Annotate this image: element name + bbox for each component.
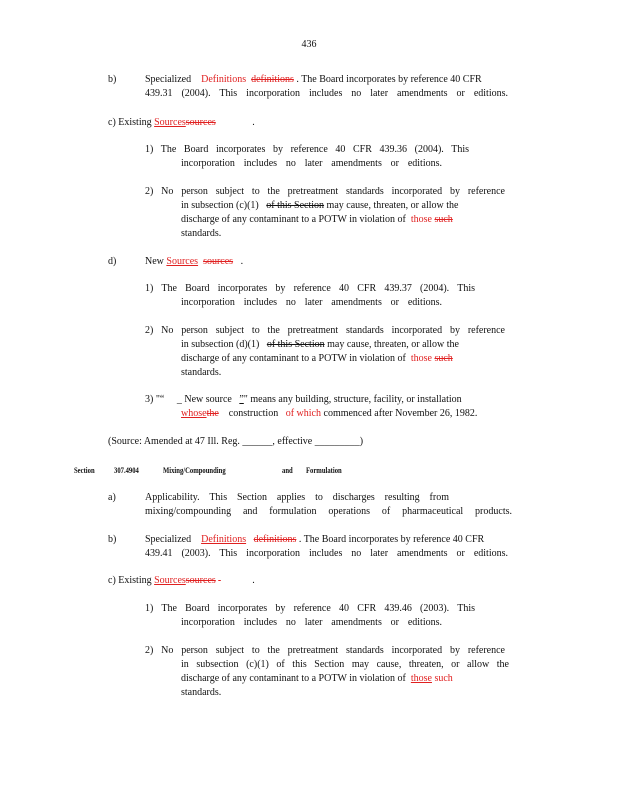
deleted-text: of this Section bbox=[266, 200, 325, 211]
d1-paragraph-line1: 1) The Board incorporates by reference 40 CFR 439.37 (2004). This bbox=[145, 283, 475, 294]
d2-paragraph-line1: 2) No person subject to the pretreatment standards incorporated by reference bbox=[145, 325, 505, 336]
deleted-text: sources bbox=[185, 575, 216, 586]
c2-2-paragraph-line2: in subsection (c)(1) of this Section may cause, threaten, or allow the bbox=[181, 659, 509, 670]
c2-paragraph-line2: in subsection (c)(1) of this Section may cause, threaten, or allow the bbox=[181, 200, 459, 211]
page-number: 436 bbox=[301, 39, 317, 50]
c2-2-paragraph-line4: standards. bbox=[181, 687, 222, 698]
c-existing-sources-heading: c) Existing Sourcessources . bbox=[108, 117, 255, 128]
section-number: 307.4904 bbox=[114, 465, 139, 475]
struck-text: such bbox=[434, 673, 453, 684]
inserted-text: of which bbox=[285, 408, 321, 419]
d2-paragraph-line2: in subsection (d)(1) of this Section may cause, threaten, or allow the bbox=[181, 339, 459, 350]
d1-paragraph-line2: incorporation includes no later amendments or editions. bbox=[181, 297, 442, 308]
d2-paragraph-line4: standards. bbox=[181, 367, 222, 378]
inserted-text: Sources bbox=[154, 575, 186, 586]
item-label-b-2: b) bbox=[108, 534, 117, 545]
inserted-text: those bbox=[410, 214, 432, 225]
inserted-text: Sources bbox=[154, 117, 186, 128]
b2-definitions-line2: 439.41 (2003). This incorporation includes no later amendments or editions. bbox=[145, 548, 508, 559]
d3-paragraph-line2: whosethe construction of which commenced after November 26, 1982. bbox=[181, 408, 478, 419]
inserted-text: Definitions bbox=[201, 534, 247, 545]
deleted-text: sources bbox=[185, 117, 216, 128]
c1-paragraph-line2: incorporation includes no later amendments or editions. bbox=[181, 158, 442, 169]
item-label-d: d) bbox=[108, 256, 117, 267]
deleted-text: such bbox=[434, 353, 453, 364]
inserted-text: those bbox=[410, 673, 432, 684]
d2-paragraph-line3: discharge of any contaminant to a POTW in violation of those such bbox=[181, 353, 453, 364]
b-definitions-line2: 439.31 (2004). This incorporation includes no later amendments or editions. bbox=[145, 88, 508, 99]
inserted-text: Definitions bbox=[201, 74, 247, 85]
section-title-and: and bbox=[282, 465, 293, 475]
c1-paragraph-line1: 1) The Board incorporates by reference 40 CFR 439.36 (2004). This bbox=[145, 144, 469, 155]
item-label-b: b) bbox=[108, 74, 117, 85]
section-title-formulation: Formulation bbox=[306, 465, 342, 475]
source-note: (Source: Amended at 47 Ill. Reg. ______, effective _________) bbox=[108, 436, 364, 447]
deleted-text: definitions bbox=[251, 74, 294, 85]
applicability-line2: mixing/compounding and formulation operations of pharmaceutical products. bbox=[145, 506, 512, 517]
c2-paragraph-line3: discharge of any contaminant to a POTW in violation of those such bbox=[181, 214, 453, 225]
c2-2-paragraph-line1: 2) No person subject to the pretreatment standards incorporated by reference bbox=[145, 645, 505, 656]
inserted-text: those bbox=[410, 353, 432, 364]
item-label-a: a) bbox=[108, 492, 116, 503]
section-label: Section bbox=[74, 465, 95, 475]
deleted-text: such bbox=[434, 214, 453, 225]
d3-paragraph-line1: 3) "“ _ New source ”" means any building, structure, facility, or installation bbox=[145, 394, 462, 405]
inserted-text: whose bbox=[181, 408, 207, 419]
section-title: Mixing/Compounding bbox=[163, 465, 226, 475]
c2-1-paragraph-line1: 1) The Board incorporates by reference 40 CFR 439.46 (2003). This bbox=[145, 603, 475, 614]
applicability-line1: Applicability. This Section applies to discharges resulting from bbox=[145, 492, 449, 503]
deleted-text: sources bbox=[203, 256, 234, 267]
c2-paragraph-line1: 2) No person subject to the pretreatment standards incorporated by reference bbox=[145, 186, 505, 197]
c2-2-paragraph-line3: discharge of any contaminant to a POTW in violation of those such bbox=[181, 673, 453, 684]
deleted-text: of this Section bbox=[266, 339, 325, 350]
d-new-sources-heading: New Sources sources . bbox=[145, 256, 244, 267]
inserted-text: Sources bbox=[166, 256, 199, 267]
deleted-text: definitions bbox=[253, 534, 297, 545]
c2-1-paragraph-line2: incorporation includes no later amendments or editions. bbox=[181, 617, 442, 628]
c2-paragraph-line4: standards. bbox=[181, 228, 222, 239]
b-definitions-line1: Specialized Definitions definitions . The Board incorporates by reference 40 CFR bbox=[145, 74, 482, 85]
c2-existing-sources-heading: c) Existing Sourcessources . bbox=[108, 575, 255, 586]
deleted-text: the bbox=[206, 408, 219, 419]
b2-definitions-line1: Specialized Definitions definitions . The Board incorporates by reference 40 CFR bbox=[145, 534, 485, 545]
